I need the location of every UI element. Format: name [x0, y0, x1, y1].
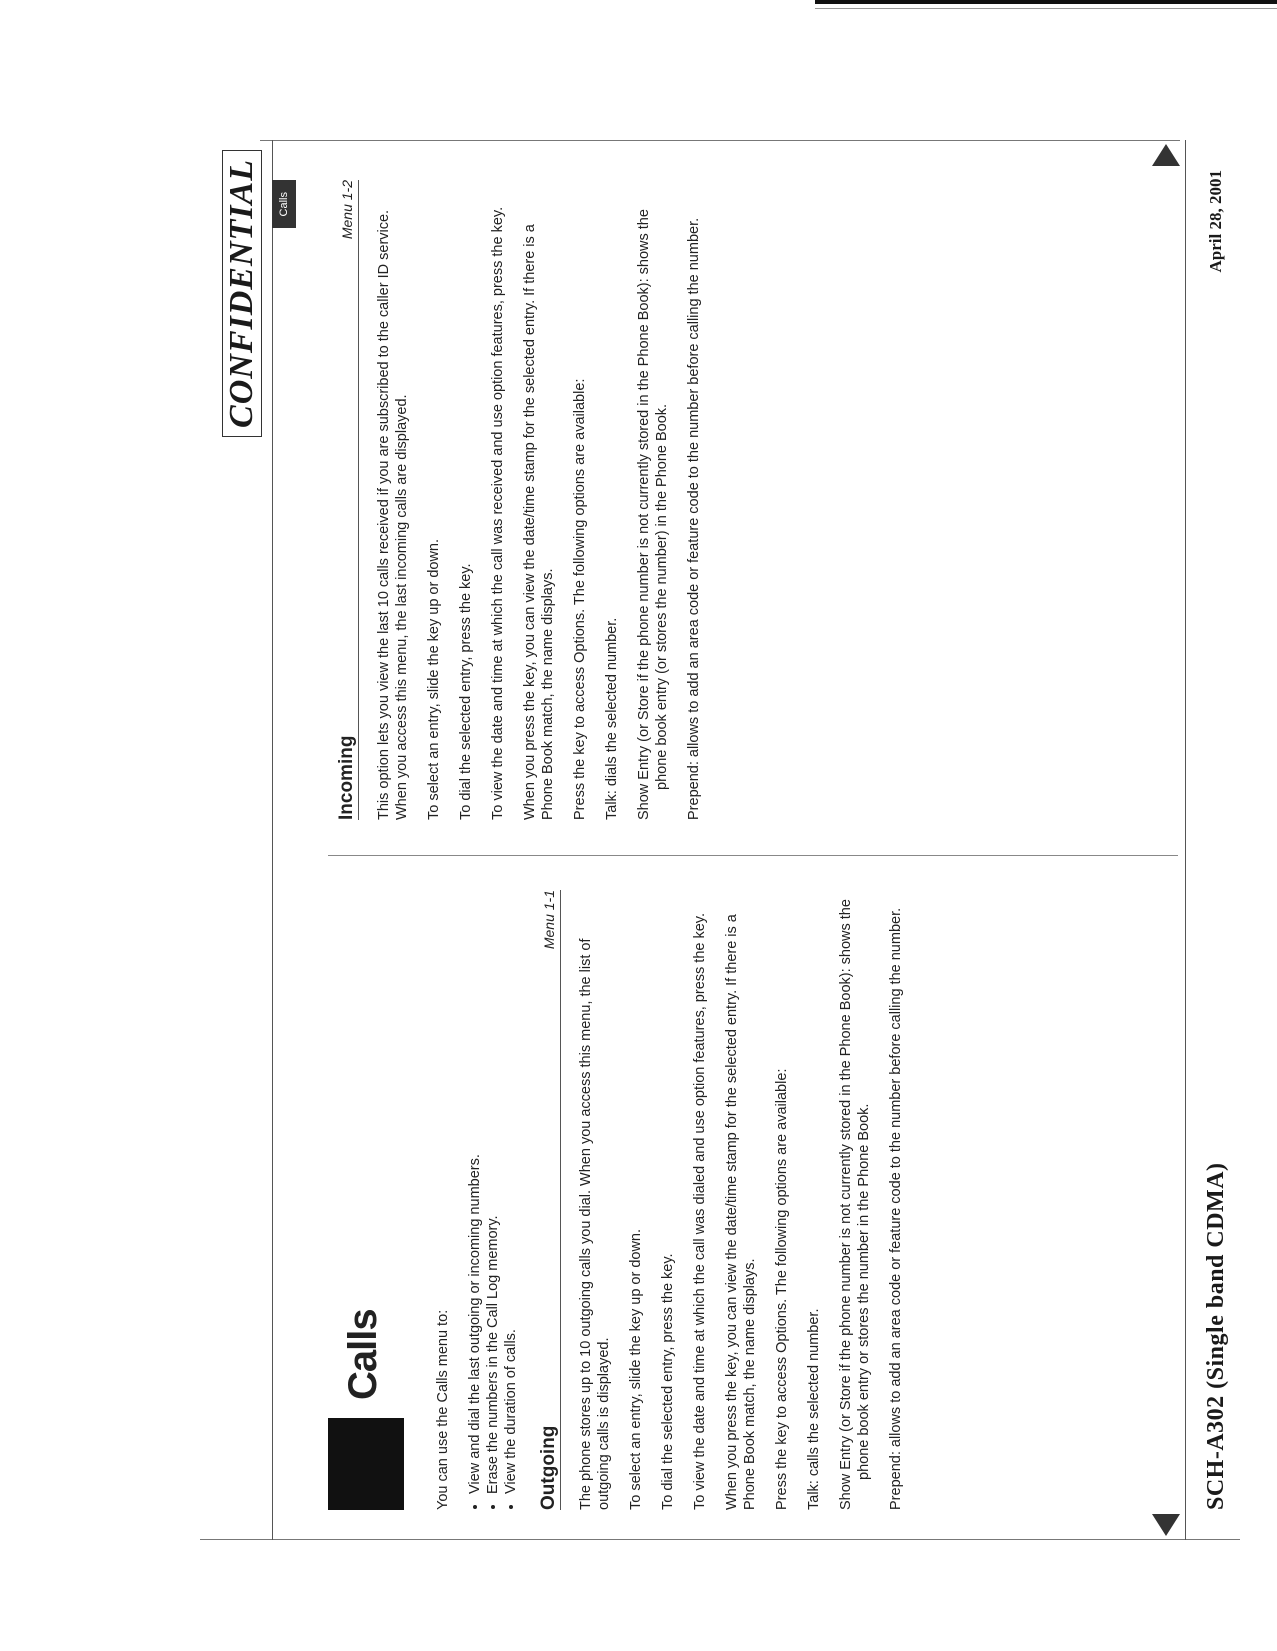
paragraph: Press the key to access Options. The following options are available: [572, 378, 588, 820]
model-footer: SCH-A302 (Single band CDMA) [1203, 1162, 1229, 1510]
feature-list [466, 890, 520, 1510]
section-title: Outgoing [538, 1425, 559, 1510]
previous-page-arrow-icon [1152, 1514, 1180, 1536]
intro-text: You can use the Calls menu to: [435, 1309, 451, 1510]
paragraph: When you press the key, you can view the date/time stamp for the selected entry. If there is a Phone Book match, the name displays. [522, 224, 556, 820]
option-item: Prepend: allows to add an area code or feature code to the number before calling the number. [888, 907, 904, 1510]
option-item: Talk: calls the selected number. [806, 1308, 822, 1510]
page-border-left [200, 1539, 1240, 1540]
paragraph: To dial the selected entry, press the key. [660, 1253, 676, 1510]
right-column [278, 180, 717, 820]
column-divider [328, 855, 1178, 856]
menu-reference: Menu 1-1 [541, 890, 557, 950]
paragraph: To view the date and time at which the call was dialed and use option features, press the key. [692, 913, 708, 1510]
paragraph: The phone stores up to 10 outgoing calls you dial. When you access this menu, the list of outgoing calls is displayed. [578, 938, 612, 1510]
paragraph: Press the key to access Options. The following options are available: [774, 1068, 790, 1510]
top-edge-bar [815, 0, 1277, 4]
section-header-incoming [338, 180, 359, 820]
paragraph: To select an entry, slide the key up or down. [628, 1228, 644, 1510]
page-title: Calls [341, 1309, 385, 1400]
next-page-arrow-icon [1152, 144, 1180, 166]
paragraph: To dial the selected entry, press the key. [458, 563, 474, 820]
chapter-tag: Calls [272, 180, 296, 228]
confidential-stamp: CONFIDENTIAL [222, 150, 262, 437]
paragraph: When you press the key, you can view the date/time stamp for the selected entry. If there is a Phone Book match, the name displays. [724, 914, 758, 1510]
page-border-right [260, 140, 1180, 141]
option-item: Show Entry (or Store if the phone number is not currently stored in the Phone Book): shows the phone book entry (or stores the number) in the Phone Book. [636, 209, 670, 820]
paragraph: This option lets you view the last 10 calls received if you are subscribed to the caller ID service. When you access this menu, the last incoming calls are displayed. [376, 209, 410, 820]
left-column [328, 890, 919, 1510]
paragraph: To select an entry, slide the key up or down. [426, 538, 442, 820]
date-footer: April 28, 2001 [1206, 170, 1225, 273]
footer-rule [1185, 140, 1186, 1540]
option-item: Prepend: allows to add an area code or feature code to the number before calling the number. [686, 217, 702, 820]
list-item: • View and dial the last outgoing or incoming numbers. [466, 890, 484, 1494]
option-item: Show Entry (or Store if the phone number is not currently stored in the Phone Book): shows the phone book entry or stores the number in the Phone Book. [838, 899, 872, 1510]
paragraph: To view the date and time at which the call was received and use option features, press the key. [490, 206, 506, 820]
menu-reference: Menu 1-2 [339, 180, 355, 240]
list-item: • Erase the numbers in the Call Log memory. [484, 890, 502, 1494]
top-edge-rule [815, 8, 1277, 9]
chapter-tab-block [328, 1418, 404, 1510]
list-item: • View the duration of calls. [502, 890, 520, 1494]
section-header-outgoing [540, 890, 561, 1510]
section-title: Incoming [336, 735, 357, 820]
option-item: Talk: dials the selected number. [604, 617, 620, 820]
title-row [328, 890, 418, 1510]
rotated-page [200, 140, 1240, 1540]
